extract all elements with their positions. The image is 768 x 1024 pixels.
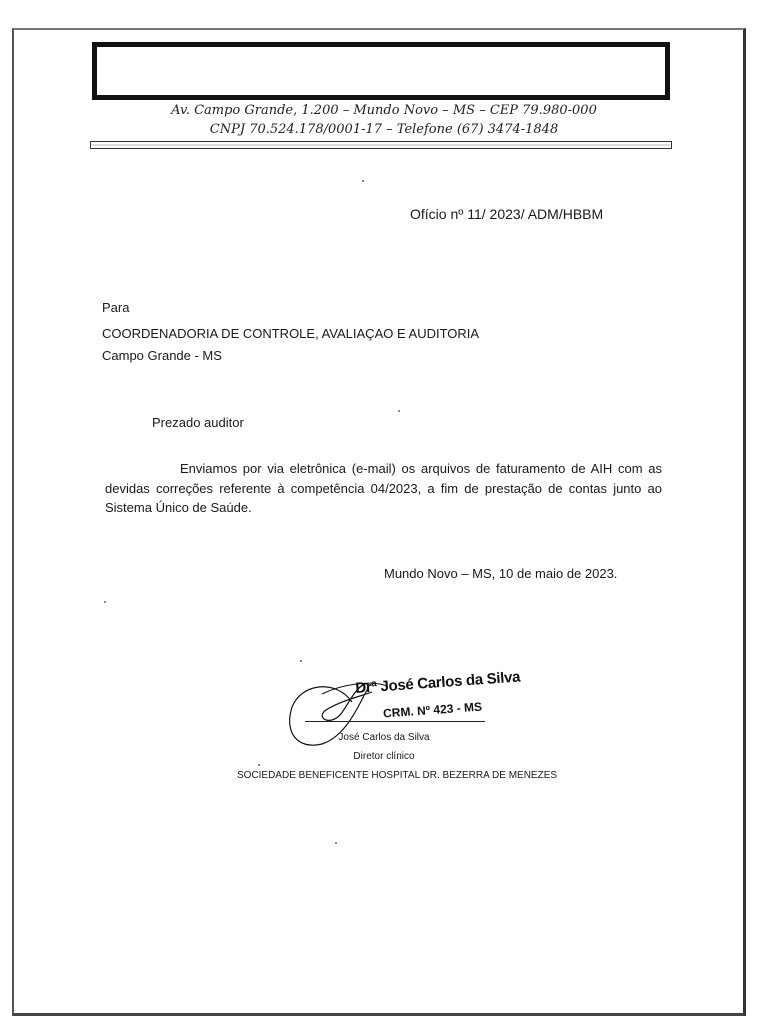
signatory-organization: SOCIEDADE BENEFICENTE HOSPITAL DR. BEZERRA DE MENEZES bbox=[236, 770, 558, 781]
signatory-name: José Carlos da Silva bbox=[338, 732, 430, 743]
recipient-city: Campo Grande - MS bbox=[102, 348, 222, 363]
dateline: Mundo Novo – MS, 10 de maio de 2023. bbox=[384, 566, 618, 581]
salutation: Prezado auditor bbox=[152, 415, 244, 430]
stamp-doctor-name: Drª José Carlos da Silva bbox=[354, 668, 521, 697]
letter-body: Enviamos por via eletrônica (e-mail) os arquivos de faturamento de AIH com as devidas correções referente à competência 04/2023, a fim de prestação de contas junto ao Sistema Único de Saúde. bbox=[105, 461, 662, 515]
signature-line bbox=[305, 721, 485, 722]
letterhead-cnpj-phone: CNPJ 70.524.178/0001-17 – Telefone (67) 3474-1848 bbox=[209, 122, 559, 137]
scan-speck bbox=[398, 410, 400, 412]
letterhead-rule bbox=[90, 141, 672, 149]
signatory-role: Diretor clínico bbox=[353, 751, 415, 762]
scan-speck bbox=[335, 842, 337, 844]
letterhead-logo-box bbox=[92, 42, 670, 100]
scan-speck bbox=[362, 180, 364, 182]
document-reference: Ofício nº 11/ 2023/ ADM/HBBM bbox=[410, 206, 604, 222]
recipient-department: COORDENADORIA DE CONTROLE, AVALIAÇAO E AUDITORIA bbox=[102, 326, 480, 341]
scan-speck bbox=[258, 764, 260, 766]
scan-speck bbox=[104, 601, 106, 603]
document-page bbox=[12, 28, 746, 1016]
recipient-to: Para bbox=[102, 300, 130, 315]
letterhead-address: Av. Campo Grande, 1.200 – Mundo Novo – MS – CEP 79.980-000 bbox=[171, 103, 597, 118]
stamp-crm-number: CRM. Nº 423 - MS bbox=[382, 699, 483, 721]
scan-speck bbox=[300, 660, 302, 662]
